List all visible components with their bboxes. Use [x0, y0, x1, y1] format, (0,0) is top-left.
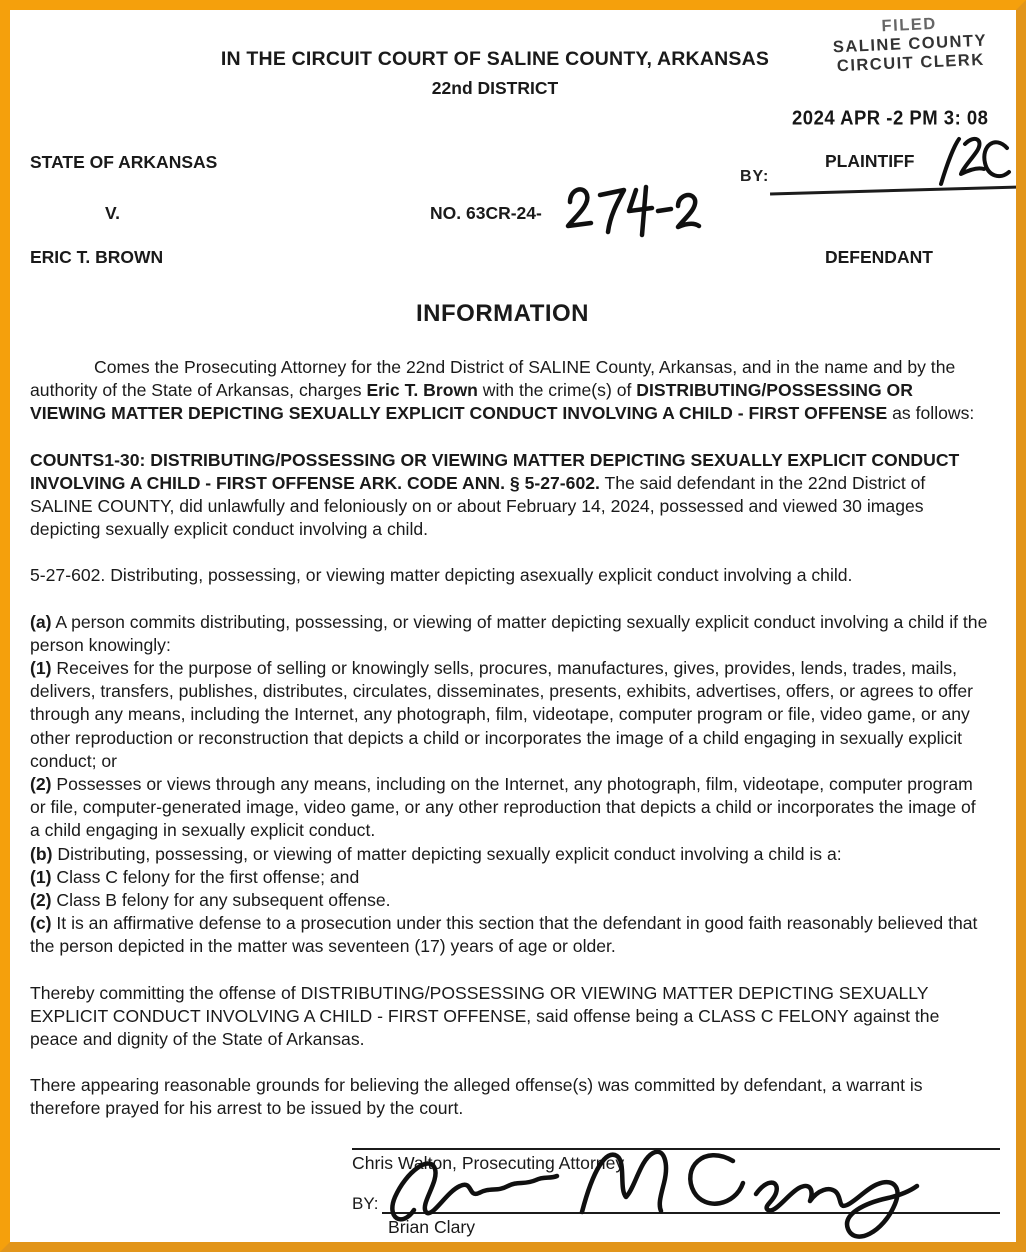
section-marker: (c) [30, 913, 52, 934]
clerk-initials-handwriting [925, 132, 1013, 194]
statute-section-c [30, 912, 988, 958]
statute-section-b2 [30, 889, 988, 912]
thereby-paragraph: Thereby committing the offense of DISTRIBUTING/POSSESSING OR VIEWING MATTER DEPICTING SEXUALLY EXPLICIT CONDUCT INVOLVING A CHILD - FIRST OFFENSE, said offense being a CLASS C FELONY against the peace and dignity of the State of Arkansas. [30, 982, 940, 1050]
case-number-handwriting [558, 180, 702, 242]
section-text: Class C felony for the first offense; and [51, 866, 360, 887]
case-number-label: NO. 63CR-24- [430, 203, 542, 223]
section-text: A person commits distributing, possessing, or viewing of matter depicting sexually explicit conduct involving a child if the person knowingly: [30, 611, 988, 655]
opening-paragraph [30, 356, 988, 426]
filed-stamp-line2: SALINE COUNTY [832, 31, 988, 57]
section-text: Class B felony for any subsequent offense. [51, 890, 391, 911]
statute-section-a [30, 611, 988, 657]
defendant-name: ERIC T. BROWN [30, 247, 164, 267]
counts-text: The said defendant in the 22nd District of SALINE COUNTY, did unlawfully and feloniously on or about February 14, 2024, possessed and viewed 30 images depicting sexually explicit conduct involving a child. [30, 472, 926, 540]
statute-heading: 5-27-602. Distributing, possessing, or viewing matter depicting asexually explicit conduct involving a child. [30, 565, 853, 586]
plaintiff-label: PLAINTIFF [825, 151, 915, 171]
filed-stamp-line1: FILED [881, 14, 938, 36]
counts-heading-inline: COUNTS1-30: DISTRIBUTING/POSSESSING OR VIEWING MATTER DEPICTING SEXUALLY EXPLICIT CONDUCT INVOLVING A CHILD - FIRST OFFENSE ARK. CODE ANN. § 5-27-602. [30, 449, 960, 493]
opening-text: with the crime(s) of [477, 380, 637, 401]
clerk-by-label: BY: [740, 168, 770, 185]
section-marker: (1) [30, 658, 52, 679]
statute-text [30, 611, 988, 959]
statute-section-a2 [30, 773, 988, 843]
statute-section-b1 [30, 866, 988, 889]
statute-section-a1 [30, 657, 988, 773]
section-text: Distributing, possessing, or viewing of matter depicting sexually explicit conduct involving a child is a: [52, 843, 842, 864]
section-marker: (2) [30, 890, 52, 911]
statute-section-b [30, 843, 988, 866]
section-marker: (2) [30, 774, 52, 795]
defendant-label: DEFENDANT [825, 247, 933, 267]
opening-text: as follows: [887, 403, 975, 424]
court-name: IN THE CIRCUIT COURT OF SALINE COUNTY, ARKANSAS [220, 48, 770, 70]
section-marker: (1) [30, 866, 52, 887]
counts-paragraph [30, 449, 988, 542]
section-marker: (a) [30, 611, 52, 632]
section-text: Possesses or views through any means, including on the Internet, any photograph, film, videotape, computer program or file, computer-generated image, video game, or any other reproduction that depicts a child or incorporates the image of a child engaging in sexually explicit conduct. [30, 774, 976, 841]
signer-printed-name: Brian Clary [388, 1217, 476, 1237]
defendant-name-inline: Eric T. Brown [366, 380, 478, 401]
document-title: INFORMATION [415, 300, 590, 327]
filed-datetime-stamp: 2024 APR -2 PM 3: 08 [792, 106, 989, 129]
signature-block [352, 1148, 1000, 1238]
warrant-paragraph: There appearing reasonable grounds for believing the alleged offense(s) was committed by defendant, a warrant is therefore prayed for his arrest to be issued by the court. [30, 1075, 923, 1119]
plaintiff-name: STATE OF ARKANSAS [30, 152, 218, 172]
versus-label: V. [105, 203, 120, 223]
document-body [30, 356, 988, 1144]
section-text: Receives for the purpose of selling or knowingly sells, procures, manufactures, gives, provides, lends, trades, mails, delivers, transfers, publishes, distributes, circulates, disseminates, presents, exhibits, advertises, offers, or agrees to offer through any means, including the Internet, any photograph, film, videotape, computer program or file, video game, or any other reproduction or reconstruction that depicts a child or incorporates the image of a child engaging in sexually explicit conduct; or [30, 658, 974, 771]
section-text: It is an affirmative defense to a prosecution under this section that the defendant in good faith reasonably believed that the person depicted in the matter was seventeen (17) years of age or older. [30, 913, 978, 957]
by-label: BY: [352, 1194, 379, 1213]
charge-name-inline: DISTRIBUTING/POSSESSING OR VIEWING MATTER DEPICTING SEXUALLY EXPLICIT CONDUCT INVOLVING A CHILD - FIRST OFFENSE [30, 380, 913, 424]
filed-stamp-line3: CIRCUIT CLERK [836, 51, 986, 76]
attorney-name-line: Chris Walton, Prosecuting Attorney [352, 1153, 625, 1173]
attorney-signature-handwriting [378, 1134, 1008, 1252]
court-district: 22nd DISTRICT [431, 78, 559, 98]
section-marker: (b) [30, 843, 53, 864]
filed-stamp [809, 12, 1011, 78]
opening-text: Comes the Prosecuting Attorney for the 22nd District of SALINE County, Arkansas, and in the name and by the authority of the State of Arkansas, charges [30, 357, 956, 401]
